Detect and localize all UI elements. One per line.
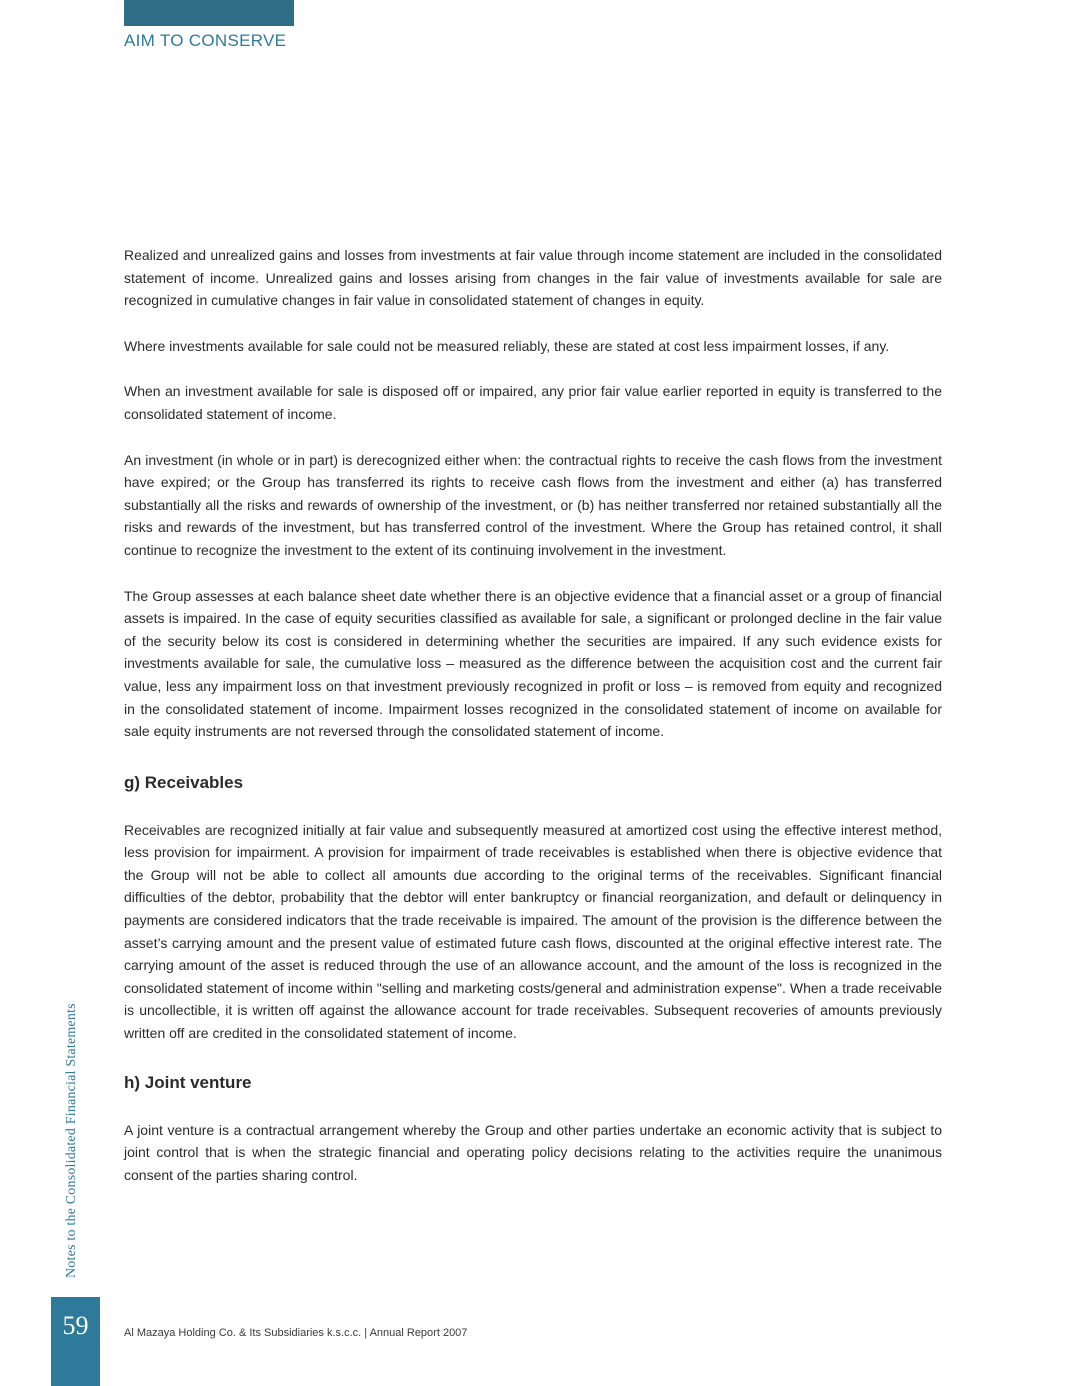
paragraph-derecognition: An investment (in whole or in part) is derecognized either when: the contractual rights to receive the cash flows from the investment have expired; or the Group has transferred its rights to receive cash flows from the investment and either (a) has transferred substantially all the risks and rewards of ownership of the investment, or (b) has neither transferred nor retained substantially all the risks and rewards of the investment, but has transferred control of the investment. Where the Group has retained control, it shall continue to recognize the investment to the extent of its continuing involvement in the investment. (124, 451, 942, 558)
paragraph-disposal: When an investment available for sale is disposed off or impaired, any prior fair value earlier reported in equity is transferred to the consolidated statement of income. (124, 383, 942, 422)
page-number: 59 (62, 1311, 89, 1340)
section-heading-joint-venture: h) Joint venture (124, 1072, 252, 1092)
paragraph-impairment: The Group assesses at each balance sheet date whether there is an objective evidence that a financial asset or a group of financial assets is impaired. In the case of equity securities classified as available for sale, a significant or prolonged decline in the fair value of the security below its cost is considered in determining whether the securities are impaired. If any such evidence exists for investments available for sale, the cumulative loss – measured as the difference between the acquisition cost and the current fair value, less any impairment loss on that investment previously recognized in profit or loss – is removed from equity and recognized in the consolidated statement of income. Impairment losses recognized in the consolidated statement of income on available for sale equity instruments are not reversed through the consolidated statement of income. (124, 587, 942, 740)
page-number-box (51, 1297, 100, 1386)
paragraph-cost-measurement: Where investments available for sale could not be measured reliably, these are stated at cost less impairment losses, if any. (124, 337, 890, 354)
paragraph-receivables: Receivables are recognized initially at fair value and subsequently measured at amortized cost using the effective interest method, less provision for impairment. A provision for impairment of trade receivables is established when there is objective evidence that the Group will not be able to collect all amounts due according to the original terms of the receivables. Significant financial difficulties of the debtor, probability that the debtor will enter bankruptcy or financial reorganization, and default or delinquency in payments are considered indicators that the trade receivable is impaired. The amount of the provision is the difference between the asset’s carrying amount and the present value of estimated future cash flows, discounted at the original effective interest rate. The carrying amount of the asset is reduced through the use of an allowance account, and the amount of the loss is recognized in the consolidated statement of income within "selling and marketing costs/general and administration expense". When a trade receivable is uncollectible, it is written off against the allowance account for trade receivables. Subsequent recoveries of amounts previously written off are credited in the consolidated statement of income. (124, 821, 942, 1042)
main-content (124, 244, 942, 1209)
header-title: AIM TO CONSERVE (124, 31, 287, 50)
paragraph-joint-venture: A joint venture is a contractual arrangement whereby the Group and other parties undertake an economic activity that is subject to joint control that is when the strategic financial and operating policy decisions relating to the activities require the unanimous consent of the parties sharing control. (124, 1121, 942, 1183)
paragraph-gains-losses: Realized and unrealized gains and losses from investments at fair value through income statement are included in the consolidated statement of income. Unrealized gains and losses arising from changes in the fair value of investments available for sale are recognized in cumulative changes in fair value in consolidated statement of changes in equity. (124, 247, 942, 309)
section-heading-receivables: g) Receivables (124, 772, 244, 792)
side-section-label: Notes to the Consolidated Financial Statements (64, 1003, 79, 1278)
header-bar (124, 0, 294, 26)
footer-text: Al Mazaya Holding Co. & Its Subsidiaries k.s.c.c. | Annual Report 2007 (124, 1327, 468, 1339)
